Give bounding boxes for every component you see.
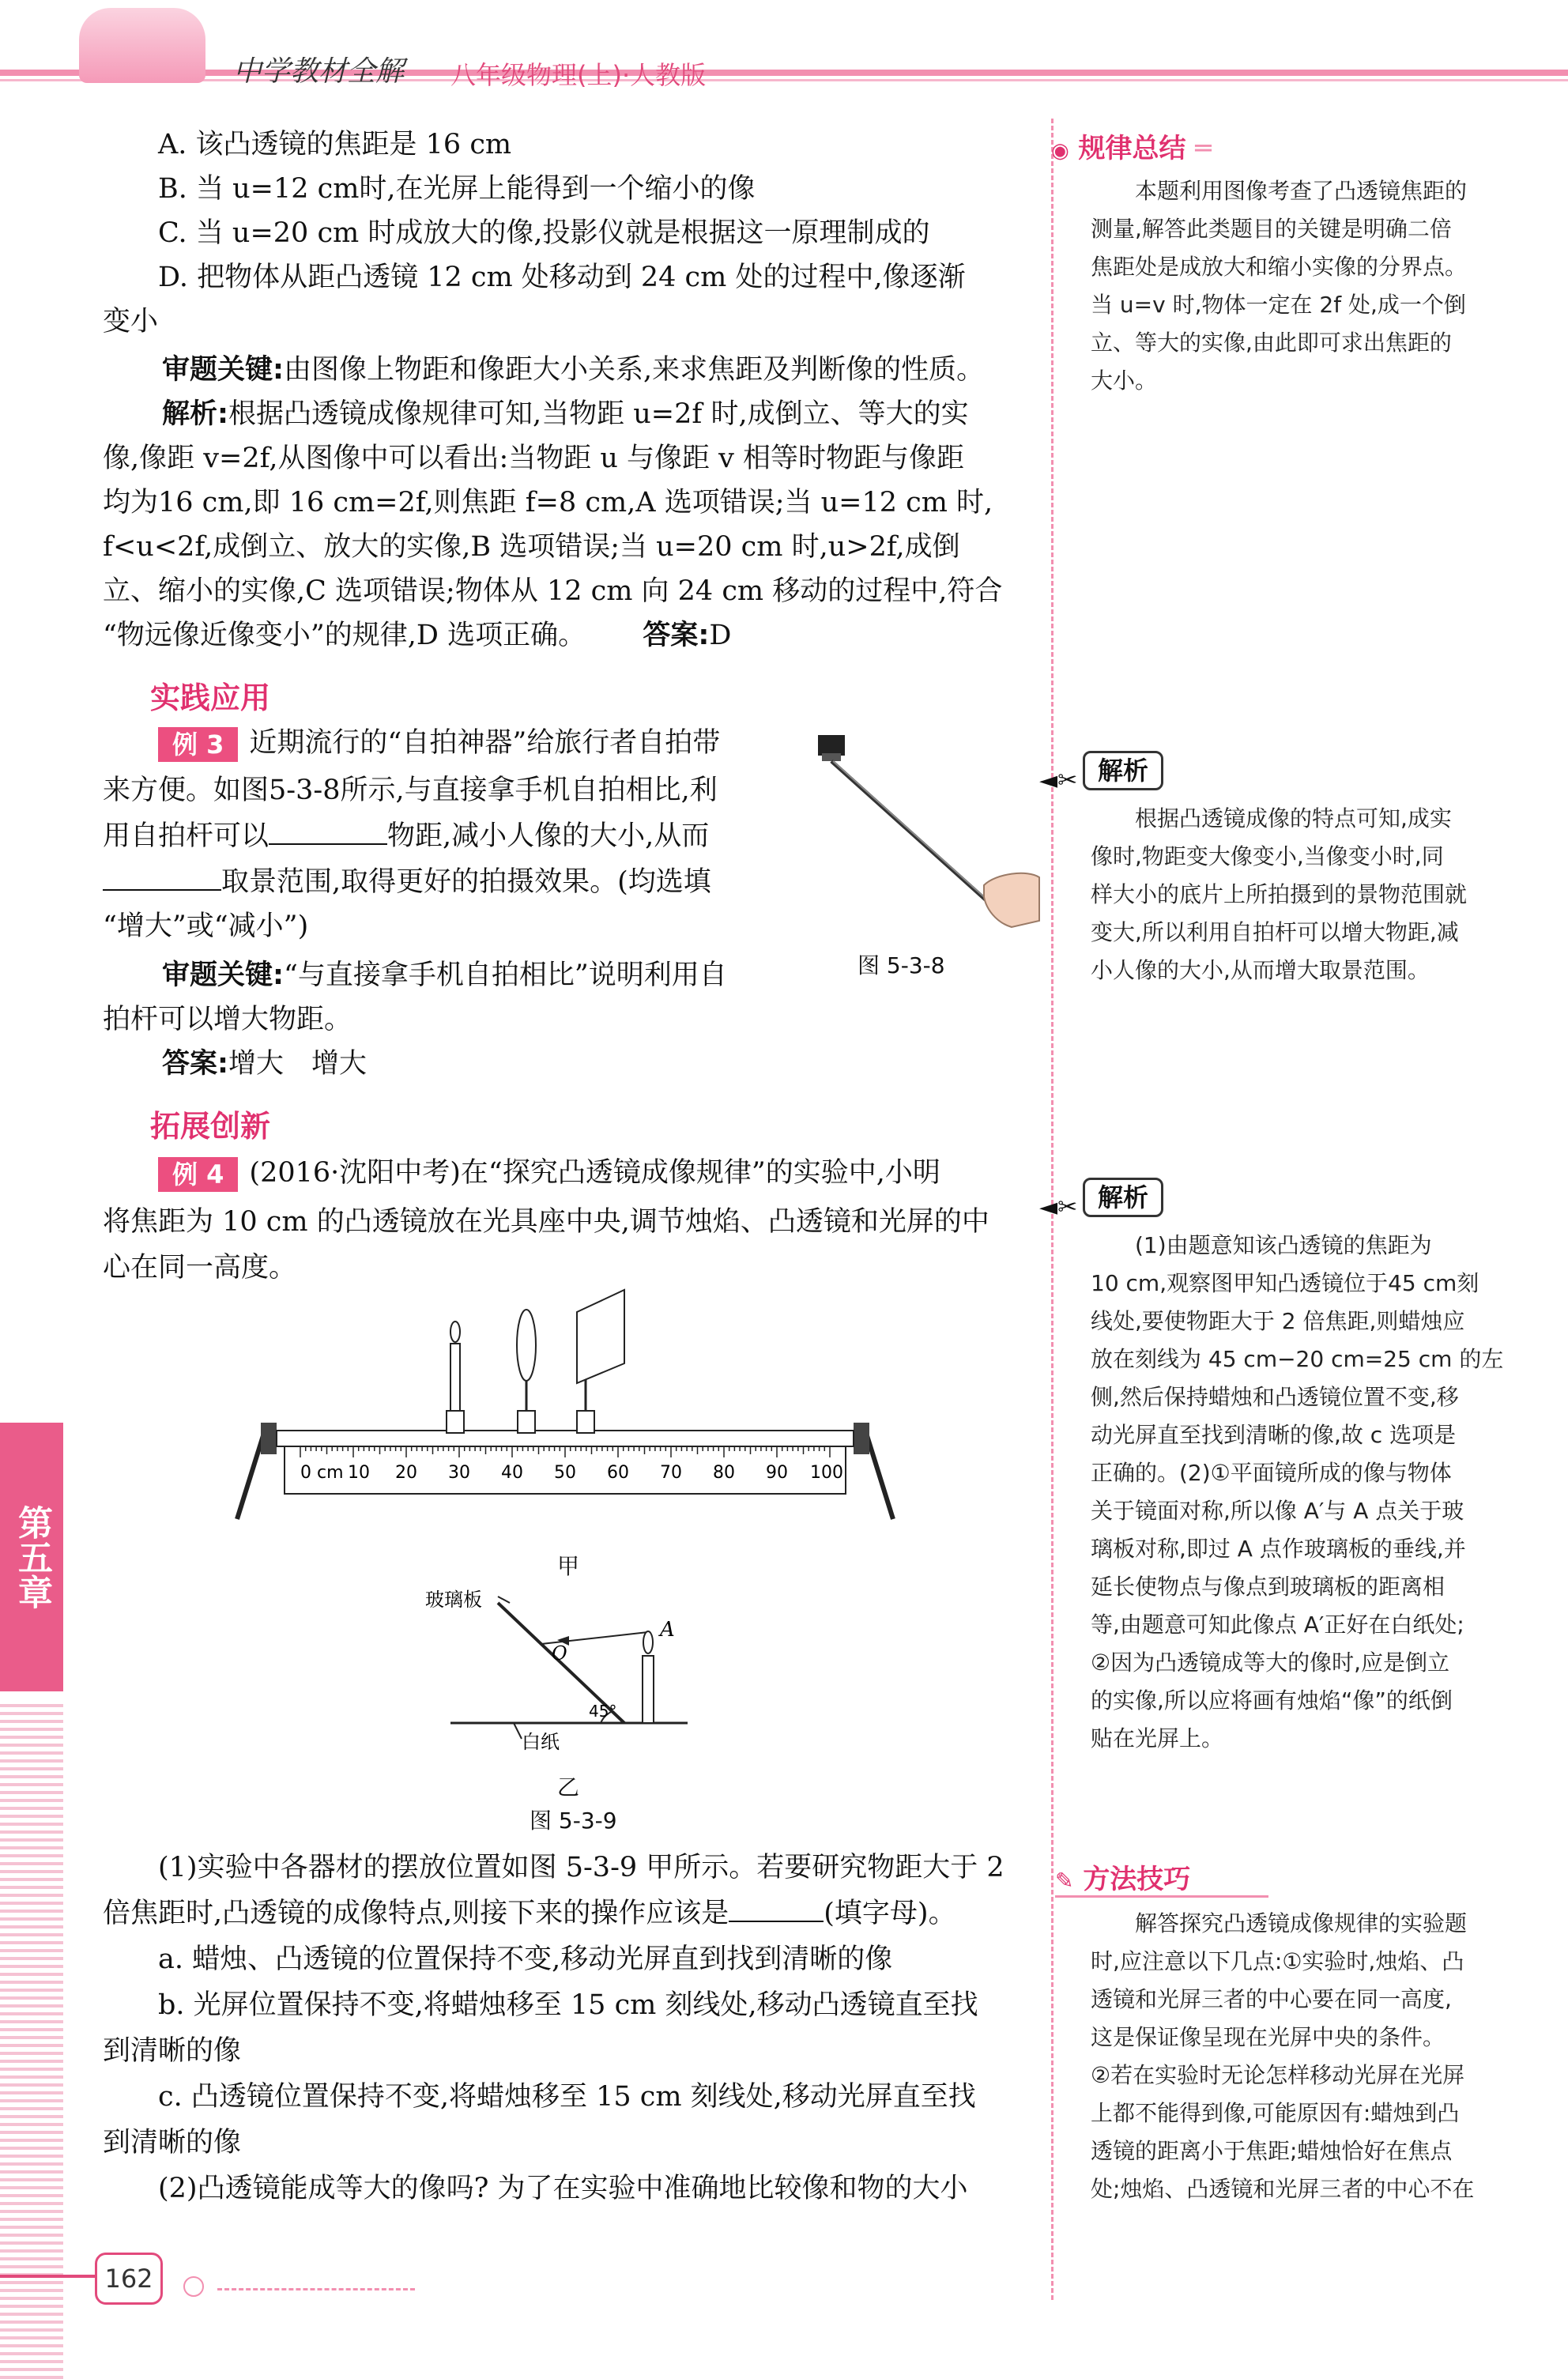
- analysis-1-line: 立、缩小的实像,C 选项错误;物体从 12 cm 向 24 cm 移动的过程中,符合: [103, 575, 1003, 607]
- method-underline: [1055, 1895, 1268, 1898]
- example-3-line: 来方便。如图5-3-8所示,与直接拿手机自拍相比,利: [103, 775, 718, 806]
- lightbulb-icon: ✎: [1055, 1868, 1074, 1894]
- key-text: 由图像上物距和像距大小关系,来求焦距及判断像的性质。: [284, 354, 985, 386]
- example-4-line: [158, 1151, 940, 1192]
- method-line: 时,应注意以下几点:①实验时,烛焰、凸: [1091, 1948, 1464, 1974]
- example-3-line: [158, 721, 720, 762]
- key-label: 审题关键:: [162, 354, 284, 386]
- hand-icon: [984, 873, 1039, 927]
- option-c: C. 当 u=20 cm 时成放大的像,投影仪就是根据这一原理制成的: [158, 217, 930, 249]
- analysis-4-text: [1091, 1227, 1517, 1758]
- key-point-1: [162, 348, 984, 387]
- analysis-line: 等,由题意可知此像点 A′正好在白纸处;: [1091, 1612, 1464, 1638]
- analysis-1-line: f<u<2f,成倒立、放大的实像,B 选项错误;当 u=20 cm 时,u>2f,成倒: [103, 531, 960, 563]
- point-a-label: A: [660, 1618, 675, 1642]
- analysis-1-line: 均为16 cm,即 16 cm=2f,则焦距 f=8 cm,A 选项错误;当 u=12 cm 时,: [103, 487, 993, 518]
- analysis-line: 璃板对称,即过 A 点作玻璃板的垂线,并: [1091, 1536, 1466, 1562]
- example-3-text: 取景范围,取得更好的拍摄效果。(均选填: [221, 866, 711, 898]
- light-screen-icon: [577, 1290, 624, 1383]
- ruler-label: 40: [501, 1463, 523, 1483]
- summary-line: 当 u=v 时,物体一定在 2f 处,成一个倒: [1091, 292, 1466, 318]
- analysis-text: 根据凸透镜成像规律可知,当物距 u=2f 时,成倒立、等大的实: [228, 398, 969, 430]
- pointer-arrow-icon: ◄✂: [1039, 1193, 1078, 1221]
- method-line: 透镜和光屏三者的中心要在同一高度,: [1091, 1986, 1452, 2012]
- analysis-line: 侧,然后保持蜡烛和凸透镜位置不变,移: [1091, 1384, 1459, 1410]
- angle-label: 45°: [589, 1702, 617, 1721]
- ruler-label: 50: [554, 1463, 576, 1483]
- figure-5-3-8-caption: 图 5-3-8: [858, 952, 945, 978]
- example-3-text: 近期流行的“自拍神器”给旅行者自拍带: [249, 727, 721, 759]
- example-3-line: [103, 860, 711, 899]
- method-line: 处;烛焰、凸透镜和光屏三者的中心不在: [1091, 2176, 1475, 2202]
- candle-icon: [643, 1656, 654, 1723]
- example-4-text: (2016·沈阳中考)在“探究凸透镜成像规律”的实验中,小明: [249, 1157, 940, 1189]
- option-b: B. 当 u=12 cm时,在光屏上能得到一个缩小的像: [158, 173, 756, 205]
- choice-c: c. 凸透镜位置保持不变,将蜡烛移至 15 cm 刻线处,移动光屏直至找: [158, 2081, 976, 2113]
- ruler-label: 20: [395, 1463, 417, 1483]
- question-2-line: (2)凸透镜能成等大的像吗? 为了在实验中准确地比较像和物的大小: [158, 2173, 968, 2204]
- question-1-line: [103, 1891, 956, 1931]
- book-title: 中学教材全解: [233, 55, 405, 88]
- choice-b-cont: 到清晰的像: [103, 2035, 242, 2067]
- method-text: [1091, 1905, 1517, 2208]
- answer-value: 增大 增大: [228, 1048, 368, 1080]
- point-o-label: O: [552, 1642, 567, 1665]
- key-text: “与直接拿手机自拍相比”说明利用自: [284, 960, 727, 991]
- analysis-text: “物远像近像变小”的规律,D 选项正确。: [103, 620, 586, 651]
- analysis-3-text: [1091, 800, 1517, 990]
- method-line: ②若在实验时无论怎样移动光屏在光屏: [1091, 2062, 1465, 2088]
- analysis-1-line: 像,像距 v=2f,从图像中可以看出:当物距 u 与像距 v 相等时物距与像距: [103, 443, 965, 474]
- method-heading: [1055, 1857, 1190, 1896]
- method-title: 方法技巧: [1083, 1864, 1191, 1895]
- analysis-line: 放在刻线为 45 cm−20 cm=25 cm 的左: [1091, 1346, 1504, 1372]
- ruler-label: 10: [348, 1463, 370, 1483]
- flame-icon: [450, 1321, 460, 1342]
- analysis-line: 延长使物点与像点到玻璃板的距离相: [1091, 1574, 1446, 1600]
- summary-line: 立、等大的实像,由此即可求出焦距的: [1091, 330, 1452, 356]
- ruler-label: 0 cm: [300, 1463, 344, 1483]
- selfie-stick-figure: [798, 715, 1043, 929]
- method-line: 上都不能得到像,可能原因有:蜡烛到凸: [1091, 2100, 1460, 2126]
- ruler-label: 90: [766, 1463, 788, 1483]
- analysis-line: ②因为凸透镜成等大的像时,应是倒立: [1091, 1649, 1450, 1676]
- pointer-arrow-icon: ◄✂: [1039, 767, 1078, 794]
- analysis-line: 动光屏直至找到清晰的像,故 c 选项是: [1091, 1422, 1457, 1448]
- choice-a: a. 蜡烛、凸透镜的位置保持不变,移动光屏直到找到清晰的像: [158, 1944, 893, 1975]
- candle-icon: [450, 1344, 460, 1411]
- ruler-label: 70: [660, 1463, 682, 1483]
- summary-text: [1091, 172, 1517, 400]
- section-practice: 实践应用: [150, 681, 271, 715]
- example-3-line: “增大”或“减小”): [103, 911, 309, 942]
- example-3-badge: 例 3: [158, 727, 238, 762]
- analysis-line: 像时,物距变大像变小,当像变小时,同: [1091, 843, 1444, 869]
- edition-label: 八年级物理(上)·人教版: [450, 60, 707, 90]
- answer-blank[interactable]: [269, 816, 387, 845]
- analysis-1-line: [162, 392, 969, 432]
- footer-line: [0, 2275, 95, 2278]
- analysis-line: 变大,所以利用自拍杆可以增大物距,减: [1091, 919, 1459, 945]
- answer-blank[interactable]: [103, 862, 221, 891]
- analysis-line: 关于镜面对称,所以像 A′与 A 点关于玻: [1091, 1498, 1464, 1524]
- dash-icon: ═: [1195, 133, 1212, 164]
- summary-line: 大小。: [1091, 368, 1158, 394]
- paper-label: 白纸: [522, 1731, 560, 1753]
- choice-b: b. 光屏位置保持不变,将蜡烛移至 15 cm 刻线处,移动凸透镜直至找: [158, 1989, 978, 2021]
- answer-blank[interactable]: [729, 1894, 824, 1922]
- summary-line: 测量,解答此类题目的关键是明确二倍: [1091, 216, 1452, 242]
- example-4-line: 将焦距为 10 cm 的凸透镜放在光具座中央,调节烛焰、凸透镜和光屏的中: [103, 1206, 989, 1238]
- example-3-line: [103, 814, 709, 854]
- section-extend: 拓展创新: [150, 1109, 271, 1144]
- summary-title: 规律总结: [1078, 133, 1186, 164]
- method-line: 这是保证像呈现在光屏中央的条件。: [1091, 2024, 1446, 2050]
- summary-heading: [1051, 126, 1212, 165]
- answer-label: 答案:: [162, 1048, 228, 1080]
- example-4-line: 心在同一高度。: [103, 1252, 297, 1284]
- example-3-prefix: 用自拍杆可以: [103, 820, 270, 852]
- target-icon: ◉: [1051, 139, 1069, 163]
- analysis-line: 根据凸透镜成像的特点可知,成实: [1135, 805, 1452, 831]
- analysis-line: 正确的。(2)①平面镜所成的像与物体: [1091, 1460, 1452, 1486]
- option-d: D. 把物体从距凸透镜 12 cm 处移动到 24 cm 处的过程中,像逐渐: [158, 262, 966, 293]
- mirror-figure: [419, 1581, 719, 1755]
- convex-lens-icon: [517, 1310, 536, 1381]
- ruler-label: 100: [810, 1463, 843, 1483]
- figure-b-label: 乙: [557, 1774, 580, 1800]
- chapter-tab: 第五章: [0, 1423, 63, 1691]
- analysis-line: 样大小的底片上所拍摄到的景物范围就: [1091, 881, 1468, 907]
- analysis-line: 小人像的大小,从而增大取景范围。: [1091, 957, 1430, 983]
- method-line: 解答探究凸透镜成像规律的实验题: [1135, 1910, 1468, 1936]
- figure-a-label: 甲: [557, 1553, 580, 1579]
- footer-circle-icon: [183, 2276, 204, 2297]
- analysis-line: 贴在光屏上。: [1091, 1725, 1224, 1751]
- phone-icon: [818, 735, 845, 756]
- page-number: 162: [95, 2253, 163, 2305]
- summary-line: 本题利用图像考查了凸透镜焦距的: [1135, 178, 1468, 204]
- key-label: 审题关键:: [162, 960, 284, 991]
- answer-value: D: [709, 620, 732, 651]
- book-logo-icon: [79, 8, 205, 83]
- analysis-label: 解析:: [162, 398, 228, 430]
- flame-icon: [643, 1631, 653, 1653]
- example-3-text: 物距,减小人像的大小,从而: [387, 820, 710, 852]
- method-line: 透镜的距离小于焦距;蜡烛恰好在焦点: [1091, 2138, 1453, 2164]
- analysis-tag: 解析: [1083, 751, 1163, 790]
- option-a: A. 该凸透镜的焦距是 16 cm: [158, 129, 512, 160]
- analysis-line: 10 cm,观察图甲知凸透镜位于45 cm刻: [1091, 1270, 1479, 1296]
- optical-bench-figure: [229, 1288, 901, 1525]
- question-1-text: (填字母)。: [824, 1898, 956, 1929]
- question-1-line: (1)实验中各器材的摆放位置如图 5-3-9 甲所示。若要研究物距大于 2: [158, 1852, 1004, 1883]
- summary-line: 焦距处是成放大和缩小实像的分界点。: [1091, 254, 1468, 280]
- question-1-text: 倍焦距时,凸透镜的成像特点,则接下来的操作应该是: [103, 1898, 729, 1929]
- analysis-line: 线处,要使物距大于 2 倍焦距,则蜡烛应: [1091, 1308, 1465, 1334]
- glass-label: 玻璃板: [425, 1589, 482, 1611]
- choice-c-cont: 到清晰的像: [103, 2127, 242, 2158]
- option-d-cont: 变小: [103, 306, 159, 337]
- example-3-key-cont: 拍杆可以增大物距。: [103, 1004, 352, 1035]
- example-4-badge: 例 4: [158, 1157, 238, 1192]
- example-3-answer: [162, 1042, 367, 1081]
- ruler-label: 60: [607, 1463, 629, 1483]
- answer-label: 答案:: [643, 620, 710, 651]
- analysis-1-line: [103, 613, 731, 653]
- figure-5-3-9-caption: 图 5-3-9: [530, 1808, 617, 1834]
- ruler-label: 80: [713, 1463, 735, 1483]
- ruler-label: 30: [448, 1463, 470, 1483]
- analysis-tag: 解析: [1083, 1178, 1163, 1217]
- footer-dashed-line: [217, 2288, 415, 2290]
- analysis-line: (1)由题意知该凸透镜的焦距为: [1135, 1232, 1432, 1258]
- analysis-line: 的实像,所以应将画有烛焰“像”的纸倒: [1091, 1687, 1453, 1714]
- example-3-key: [162, 953, 727, 993]
